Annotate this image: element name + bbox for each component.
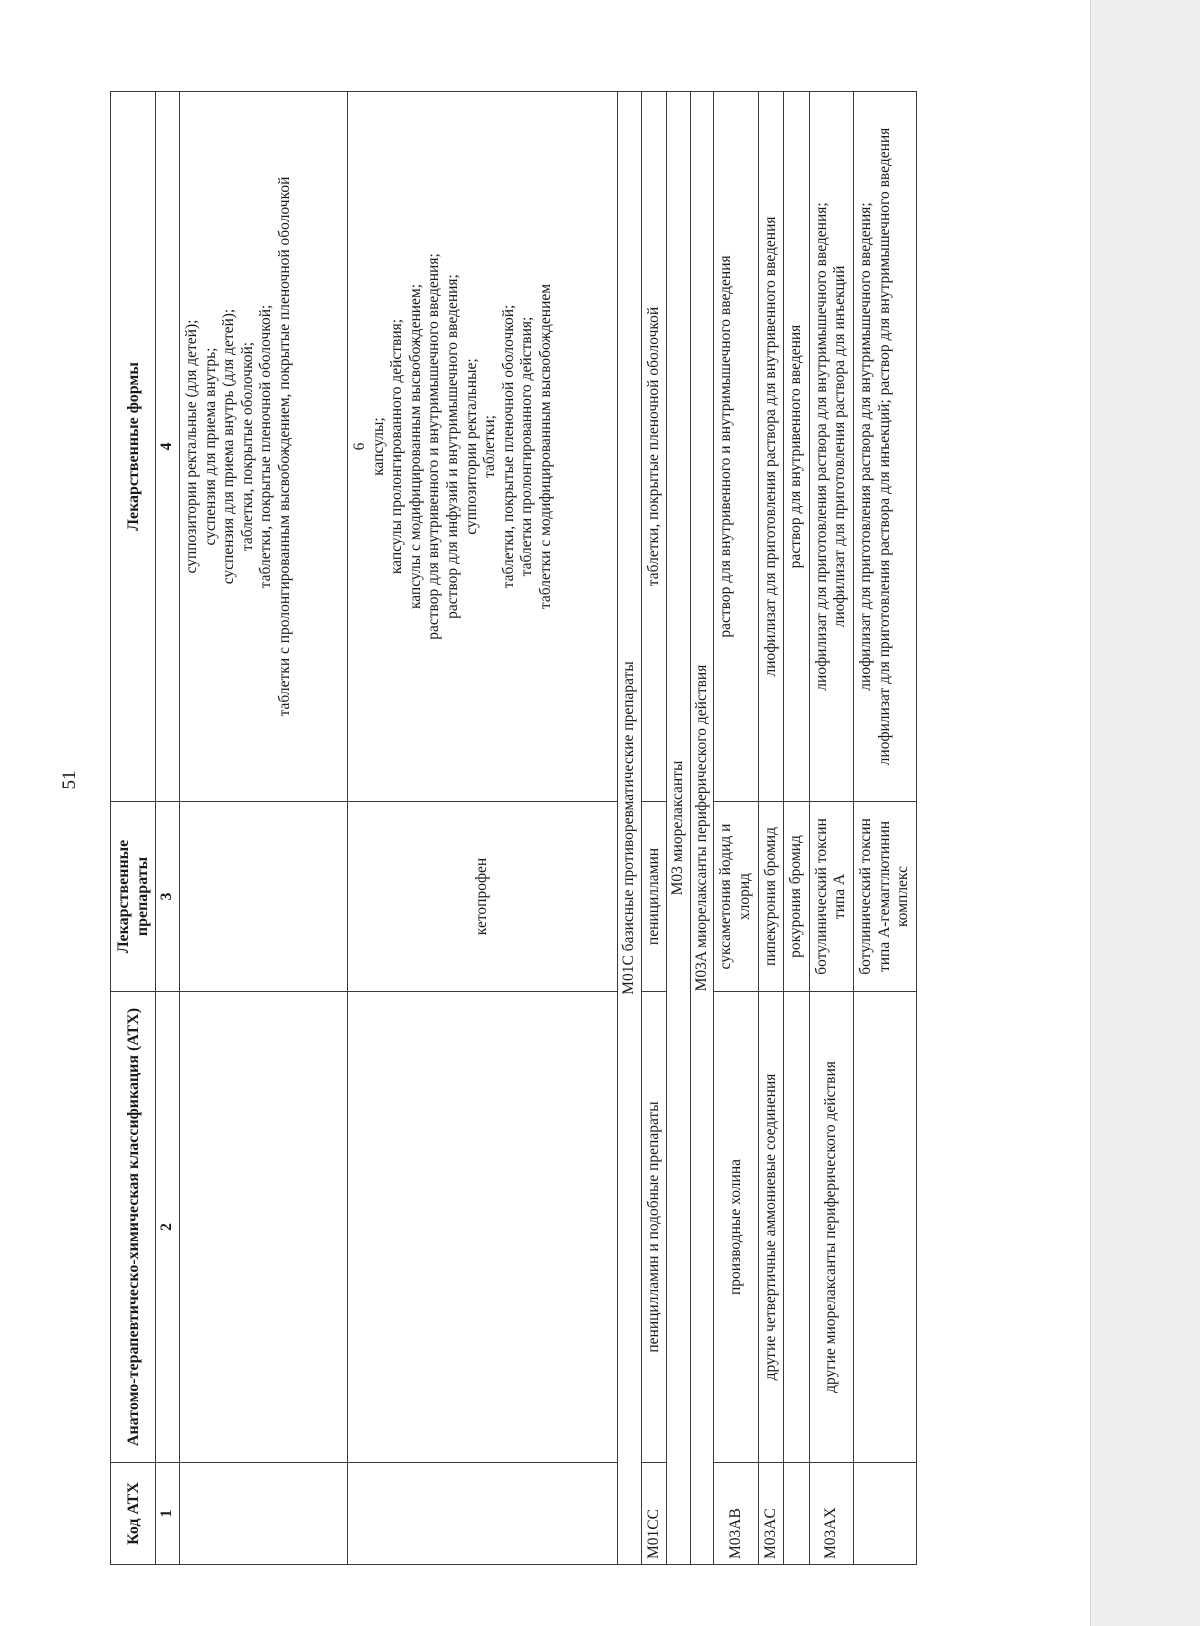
- atx-table: [110, 91, 917, 1565]
- form-line: лиофилизат для приготовления раствора для внутримышечного введения;: [812, 202, 830, 691]
- code-cell: M03AC: [758, 1463, 784, 1565]
- table-row: [853, 92, 916, 1565]
- table-row: [347, 92, 617, 1565]
- classification-cell: другие миорелаксанты периферического действия: [809, 992, 853, 1463]
- column-number: 3: [156, 802, 180, 992]
- header-forms: Лекарственные формы: [111, 92, 156, 802]
- form-line: суспензия для приема внутрь;: [201, 347, 219, 546]
- form-line: суппозитории ректальные;: [462, 358, 480, 535]
- form-line: суппозитории ректальные (для детей);: [182, 319, 200, 574]
- drug-cell: пипекурония бромид: [758, 802, 784, 992]
- section-heading: M01C базисные противоревматические препараты: [617, 92, 641, 1565]
- form-line: раствор для инфузий и внутримышечного введения;: [443, 274, 461, 619]
- section-heading: M03A миорелаксанты периферического действия: [690, 92, 714, 1565]
- table-row: [641, 92, 667, 1565]
- forms-cell: [853, 92, 916, 802]
- form-line: таблетки с пролонгированным высвобождением, покрытые пленочной оболочкой: [275, 176, 293, 717]
- forms-cell: таблетки, покрытые пленочной оболочкой: [641, 92, 667, 802]
- header-drugs: Лекарственные препараты: [111, 802, 156, 992]
- column-number-row: [156, 92, 180, 1565]
- form-line: капсулы с модифицированным высвобождением;: [406, 283, 424, 610]
- code-cell: [179, 1463, 347, 1565]
- code-cell: M03AB: [714, 1463, 758, 1565]
- page-number: 51: [59, 770, 80, 790]
- section-row: [690, 92, 714, 1565]
- classification-cell: [853, 992, 916, 1463]
- header-code: Код АТХ: [111, 1463, 156, 1565]
- drug-cell: кетопрофен: [347, 802, 617, 992]
- forms-cell: [809, 92, 853, 802]
- header-classification: Анатомо-терапевтическо-химическая классификация (АТХ): [111, 992, 156, 1463]
- form-line: таблетки, покрытые пленочной оболочкой;: [499, 304, 517, 589]
- forms-cell: раствор для внутривенного и внутримышечного введения: [714, 92, 758, 802]
- form-line: таблетки, покрытые оболочкой;: [238, 341, 256, 552]
- form-line: лиофилизат для приготовления раствора для инъекций; раствор для внутримышечного введения: [875, 127, 893, 766]
- header-row: [111, 92, 156, 1565]
- form-line: таблетки, покрытые пленочной оболочкой;: [257, 304, 275, 589]
- classification-cell: [784, 992, 810, 1463]
- table-row: [758, 92, 784, 1565]
- classification-cell: [179, 992, 347, 1463]
- drug-cell: ботулинический токсин типа А: [809, 802, 853, 992]
- table-row: [784, 92, 810, 1565]
- forms-cell: лиофилизат для приготовления раствора для внутривенного введения: [758, 92, 784, 802]
- form-line: таблетки пролонгированного действия;: [518, 316, 536, 577]
- page-edge: [1090, 0, 1200, 1626]
- code-cell: [853, 1463, 916, 1565]
- drug-cell: рокурония бромид: [784, 802, 810, 992]
- drug-cell: пеницилламин: [641, 802, 667, 992]
- form-line: лиофилизат для приготовления раствора для инъекций: [831, 265, 849, 628]
- section-row: [617, 92, 641, 1565]
- drug-cell: суксаметония йодид и хлорид: [714, 802, 758, 992]
- stray-mark: 6: [350, 442, 368, 451]
- form-line: суспензия для приема внутрь (для детей);: [220, 308, 238, 585]
- code-cell: [784, 1463, 810, 1565]
- table-row: [714, 92, 758, 1565]
- form-line: таблетки;: [481, 415, 499, 478]
- form-line: лиофилизат для приготовления раствора для внутримышечного введения;: [856, 202, 874, 691]
- form-line: таблетки с модифицированным высвобождением: [536, 283, 554, 610]
- classification-cell: пеницилламин и подобные препараты: [641, 992, 667, 1463]
- form-line: раствор для внутривенного и внутримышечного введения;: [425, 253, 443, 640]
- classification-cell: другие четвертичные аммониевые соединения: [758, 992, 784, 1463]
- drug-cell: ботулинический токсин типа А-гемагглютинин комплекс: [853, 802, 916, 992]
- code-cell: [347, 1463, 617, 1565]
- classification-cell: [347, 992, 617, 1463]
- code-cell: M01CC: [641, 1463, 667, 1565]
- column-number: 4: [156, 92, 180, 802]
- column-number: 2: [156, 992, 180, 1463]
- section-row: [667, 92, 691, 1565]
- forms-cell: раствор для внутривенного введения: [784, 92, 810, 802]
- classification-cell: производные холина: [714, 992, 758, 1463]
- form-line: капсулы;: [369, 417, 387, 476]
- rotated-page: [110, 92, 1090, 1565]
- table-row: [179, 92, 347, 1565]
- code-cell: M03AX: [809, 1463, 853, 1565]
- forms-cell: [347, 92, 617, 802]
- drug-cell: [179, 802, 347, 992]
- column-number: 1: [156, 1463, 180, 1565]
- section-heading: M03 миорелаксанты: [667, 92, 691, 1565]
- table-row: [809, 92, 853, 1565]
- form-line: капсулы пролонгированного действия;: [388, 318, 406, 575]
- forms-cell: [179, 92, 347, 802]
